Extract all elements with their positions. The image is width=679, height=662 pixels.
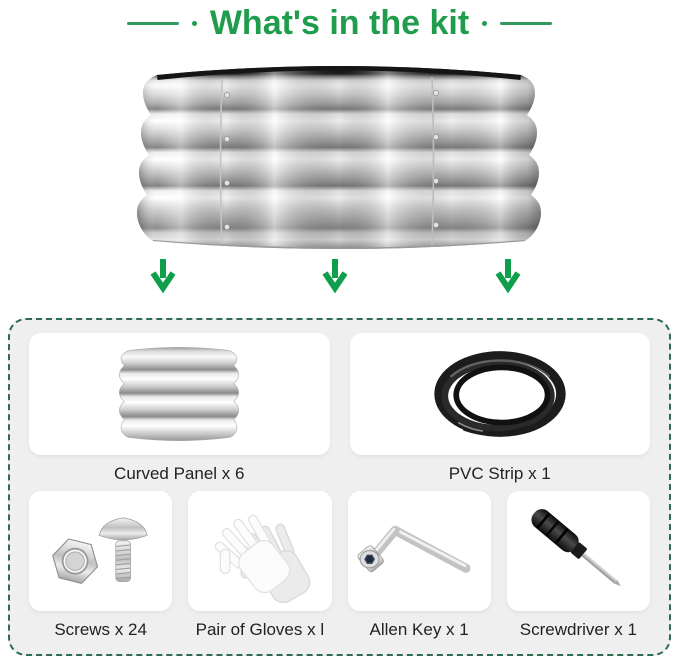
down-arrow-icon <box>322 257 348 295</box>
item-label-gloves: Pair of Gloves x l <box>195 620 325 639</box>
item-label-screwdriver: Screwdriver x 1 <box>519 620 637 639</box>
item-label-curved-panel: Curved Panel x 6 <box>114 464 245 483</box>
down-arrow-icon <box>495 257 521 295</box>
pair-of-gloves-icon <box>191 499 329 603</box>
kit-top-row <box>29 333 650 455</box>
page-title: What's in the kit <box>209 3 470 42</box>
left-decor-line <box>127 22 179 25</box>
kit-card-allen-key <box>348 491 491 611</box>
down-arrow-icon <box>150 257 176 295</box>
raised-bed-product-image <box>137 48 541 256</box>
pvc-strip-coil-icon <box>412 335 588 453</box>
curved-panel-icon <box>113 340 245 448</box>
allen-key-icon <box>349 503 489 599</box>
right-decor-line <box>500 22 552 25</box>
item-label-screws: Screws x 24 <box>54 620 147 639</box>
nut-and-bolt-icon <box>40 501 162 601</box>
item-label-pvc-strip: PVC Strip x 1 <box>448 464 551 483</box>
screwdriver-icon <box>512 499 644 603</box>
right-decor-dot <box>482 21 487 26</box>
kit-contents-panel <box>8 318 671 656</box>
kit-card-screwdriver <box>507 491 650 611</box>
kit-card-gloves <box>188 491 331 611</box>
kit-bottom-row <box>29 491 650 611</box>
left-decor-dot <box>192 21 197 26</box>
item-label-allen-key: Allen Key x 1 <box>369 620 469 639</box>
header <box>0 0 679 46</box>
kit-card-screws <box>29 491 172 611</box>
kit-card-pvc-strip <box>350 333 651 455</box>
kit-card-curved-panel <box>29 333 330 455</box>
